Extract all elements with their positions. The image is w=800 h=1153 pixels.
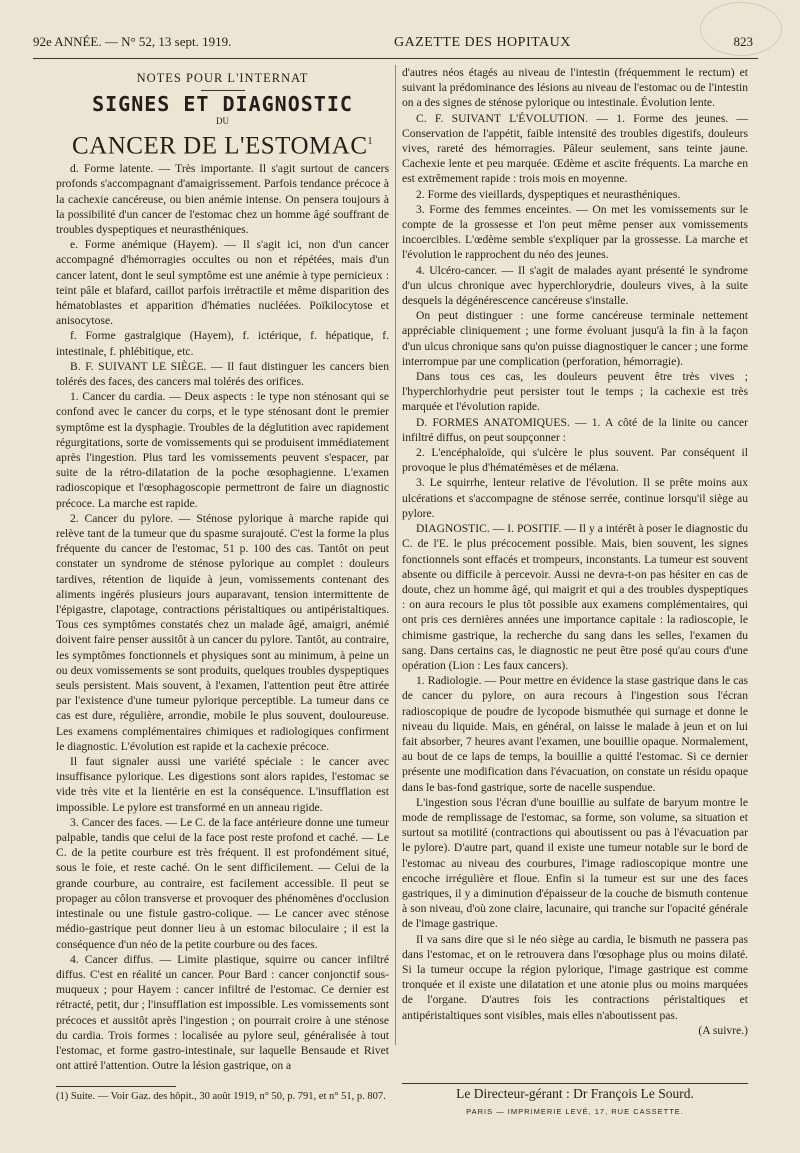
- column-divider: [395, 65, 396, 1045]
- paragraph: 4. Cancer diffus. — Limite plastique, squirre ou cancer infiltré diffus. C'est en réalité un cancer. Pour Bard : cancer conjonctif sous-muqueux ; pour Hayem : cancer infiltré de l'estomac. Ce dernier est rétracté, petit, dur ; l'insufflation est impossible. Les vomissements sont précoces et aussitôt après l'ingestion ; on pourrait croire à une sténose du cardia. Trois formes : localisée au pylore seul, généralisée à tout l'estomac, et forme gastro-intestinale, sur laquelle Bensaude et Rivet ont attiré l'attention. Outre la lésion gastrique, on a: [56, 952, 389, 1073]
- footnote-marker: 1: [367, 135, 373, 147]
- page-header: [33, 34, 753, 56]
- paragraph: 2. Forme des vieillards, dyspeptiques et neurasthéniques.: [416, 187, 681, 201]
- left-column: [56, 65, 389, 1073]
- paragraph: D. FORMES ANATOMIQUES. — 1. A côté de la linite ou cancer infiltré diffus, on peut soupçonner :: [402, 415, 748, 444]
- paragraph: d'autres néos étagés au niveau de l'intestin (fréquemment le rectum) et suivant la prédominance des lésions au niveau de l'estomac ou de l'intestin on a des signes de sténose pylorique ou intestinale. Évolution lente.: [402, 66, 748, 110]
- page-number: 823: [733, 34, 753, 49]
- paragraph: f. Forme gastralgique (Hayem), f. ictérique, f. hépatique, f. intestinale, f. phlébitique, etc.: [56, 329, 389, 358]
- to-be-continued: (A suivre.): [698, 1023, 748, 1037]
- paragraph: B. F. SUIVANT LE SIÈGE. — Il faut distinguer les cancers bien tolérés des faces, des cancers mal tolérés des orifices.: [56, 359, 389, 388]
- issue-info: 92e ANNÉE. — N° 52, 13 sept. 1919.: [33, 34, 232, 49]
- header-rule: [33, 58, 758, 59]
- paragraph: d. Forme latente. — Très importante. Il s'agit surtout de cancers profonds s'accompagnant d'amaigrissement. Parfois tendance précoce à la cachexie cancéreuse, ou bien anémie intense. On pensera toujours à la possibilité d'un cancer de l'estomac chez un homme âgé souffrant de troubles dyspeptiques et neurasthéniques.: [56, 162, 389, 236]
- paragraph: On peut distinguer : une forme cancéreuse terminale nettement appréciable cliniquement ; une forme évoluant jusqu'à la fin à la façon d'un ulcus chronique sans qu'on puisse diagnostiquer le cancer ; une forme interrompue par une complication (perforation, hémorragie).: [402, 309, 748, 368]
- title-connector: DU: [216, 116, 229, 127]
- paragraph: Dans tous ces cas, les douleurs peuvent être très vives ; l'hyperchlorhydrie peut persister tout le temps ; la cachexie est très marquée et l'évolution rapide.: [402, 370, 748, 414]
- footnote: (1) Suite. — Voir Gaz. des hôpit., 30 août 1919, n° 50, p. 791, et n° 51, p. 807.: [56, 1091, 386, 1102]
- paragraph: Il va sans dire que si le néo siège au cardia, le bismuth ne passera pas dans l'estomac, et on le retrouvera dans l'œsophage plus ou moins dilaté. Si la tumeur occupe la région pylorique, l'image gastrique est comme tronquée et il existe une dilatation et une atonie plus ou moins marquées de l'organe. D'autres fois les contractions péristaltiques et antipéristaltiques sont visibles, mais elles n'aboutissent pas.: [402, 932, 748, 1022]
- paragraph: e. Forme anémique (Hayem). — Il s'agit ici, non d'un cancer accompagné d'hémorragies occultes ou non et répétées, mais d'un cancer latent, dont le seul symptôme est une anémie à type pernicieux : teint pâle et blafard, caillot parfois irrétractile et même disparition des hématoblastes et apparition d'hématies nucléées. Poïkilocytose et anisocytose.: [56, 238, 389, 328]
- printer-line: PARIS — IMPRIMERIE LEVÉ, 17, RUE CASSETTE.: [466, 1107, 684, 1116]
- article-title: SIGNES ET DIAGNOSTIC: [92, 92, 353, 117]
- signature-rule: [402, 1083, 748, 1084]
- paragraph: L'ingestion sous l'écran d'une bouillie au sulfate de baryum montre le mode de remplissage de l'estomac, sa forme, son volume, sa situation et surtout sa motilité (contractions qui aboutissent ou pas à l'évacuation par le pylore). D'autre part, quand il existe une tumeur notable sur le bord de l'estomac au niveau des courbures, l'image radioscopique montre une encoche irrégulière et floue. Enfin si la tumeur est sur une des faces gastriques, il y a diminution d'épaisseur de la couche de bismuth contenue à son niveau, d'où zone claire, lacunaire, qui tranche sur l'opacité générale de l'image gastrique.: [402, 795, 748, 931]
- paragraph: 3. Forme des femmes enceintes. — On met les vomissements sur le compte de la grossesse et l'on peut même penser aux vomissements incoercibles. L'œdème semble s'expliquer par la grossesse. La marche et l'évolution le rapprochent du néo des jeunes.: [402, 202, 748, 262]
- paragraph: 2. Cancer du pylore. — Sténose pylorique à marche rapide qui relève tant de la tumeur que du spasme surajouté. C'est la forme la plus fréquente du cancer de l'estomac, 51 p. 100 des cas. Tantôt on peut constater un syndrome de sténose pylorique au complet : douleurs tardives, rétention de liquide à jeun, vomissements contenant des aliments ingérés plusieurs jours auparavant, tension intermittente de l'épigastre, clapotage, contractions péristaltiques ou antipéristaltiques. Tous ces symptômes constatés chez un malade âgé, amaigri, anémié doivent faire penser aussitôt à un cancer du pylore. Tantôt, au contraire, les symptômes fonctionnels et physiques sont au minimum, à peine un ou deux vomissements se sont produits, quelques troubles dyspeptiques seuls persistent. Mais souvent, à l'examen, l'attention peut être attirée par l'existence d'une tumeur pylorique perceptible. La tumeur dans ce cas est dure, régulière, arrondie, mobile le plus souvent, douloureuse. Les examens complémentaires chimiques et radiologiques confirment le diagnostic. L'évolution est rapide et la cachexie précoce.: [56, 511, 389, 753]
- paragraph: 3. Cancer des faces. — Le C. de la face antérieure donne une tumeur palpable, tandis que celui de la face post reste profond et caché. — Le C. de la petite courbure est très fréquent. Il est profondément situé, sous le foie, et reste caché. On le sent difficilement. — Celui de la grande courbure, au contraire, est facilement accessible. Il peut se propager au côlon transverse et provoquer des phénomènes d'occlusion intestinale ou une fistule gastro-colique. — Le cancer avec sténose médio-gastrique peut donner lieu à un estomac biloculaire ; il est la conséquence d'un néo de la petite courbure ou des faces.: [56, 815, 389, 951]
- right-column: [402, 65, 748, 1038]
- paragraph: 2. L'encéphaloïde, qui s'ulcère le plus souvent. Par conséquent il provoque le plus d'hématémèses et de mélæna.: [402, 446, 748, 475]
- paragraph: 4. Ulcéro-cancer. — Il s'agit de malades ayant présenté le syndrome d'un ulcus chronique avec hyperchlorydrie, douleurs vives, à la suite desquels la dégénérescence cancéreuse s'installe.: [402, 263, 748, 308]
- paragraph: 3. Le squirrhe, lenteur relative de l'évolution. Il se prête moins aux ulcérations et s'accompagne de sténose serrée, continue lorsqu'il siège au pylore.: [402, 476, 748, 520]
- journal-title: GAZETTE DES HOPITAUX: [394, 35, 571, 50]
- paragraph: 1. Radiologie. — Pour mettre en évidence la stase gastrique dans le cas de cancer du pylore, on aura recours à l'ingestion sous l'écran radioscopique de poudre de lycopode bismuthée qui surnage et donne le niveau du liquide. Mais, en général, on laisse le malade à jeun et on lui fait absorber, 7 heures avant l'examen, une bouillie opaque. Normalement, au bout de ce laps de temps, la bouillie a quitté l'estomac. Si ce dernier présente une modification dans l'évacuation, on constate un résidu opaque dans le bas-fond gastrique, sorte de nacelle suspendue.: [402, 674, 748, 794]
- paragraph: C. F. SUIVANT L'ÉVOLUTION. — 1. Forme des jeunes. — Conservation de l'appétit, faible intensité des troubles digestifs, douleurs vives, rareté des hémorragies. Pâleur seulement, sans teinte jaune. Cachexie lente et peu marquée. Œdème et ascite fréquents. La marche en est extrêmement rapide : trois mois en moyenne.: [402, 111, 748, 186]
- subject-text: CANCER DE L'ESTOMAC: [71, 131, 368, 159]
- paragraph: 1. Cancer du cardia. — Deux aspects : le type non sténosant qui se confond avec le cancer du corps, et le type sténosant dont le premier symptôme est la dysphagie. Troubles de la déglutition avec rapidement régurgitations, sorte de vomissements qui se produisent immédiatement après l'ingestion. Plus tard les vomissements peuvent s'espacer, par suite de la rétro-dilatation de la poche œsophagienne. L'examen radioscopique et l'œsophagoscopie permettront de faire un diagnostic précoce. La marche est rapide.: [56, 390, 389, 510]
- paragraph: Il faut signaler aussi une variété spéciale : le cancer avec insuffisance pylorique. Les digestions sont alors rapides, l'estomac se vide très vite et la lientérie en est la conséquence. L'insufflation est impossible. Le pylore est transformé en un anneau rigide.: [56, 755, 389, 814]
- article-subject: [56, 131, 389, 159]
- rubric-rule: [201, 90, 245, 91]
- editor-signature: Le Directeur-gérant : Dr François Le Sourd.: [456, 1086, 694, 1101]
- paragraph: DIAGNOSTIC. — I. POSITIF. — Il y a intérêt à poser le diagnostic du C. de l'E. le plus précocement possible. Mais, bien souvent, les signes fonctionnels sont effacés et trompeurs, inconstants. La tumeur est souvent absente ou difficile à percevoir. Aussi ne devra-t-on pas hésiter en cas de doute, chez un homme âgé, qui maigrit et qui a des troubles dyspeptiques : on aura recours le plus tôt possible aux examens complémentaires, qui ont pris ces dernières années une importance capitale : la radioscopie, le chimisme gastrique, la recherche du sang dans les selles, l'examen du sang. Dans certains cas, le diagnostic ne peut être posé qu'au cours d'une opération (Lion : Les faux cancers).: [402, 522, 748, 672]
- rubric: NOTES POUR L'INTERNAT: [136, 71, 309, 85]
- footnote-rule: [56, 1086, 176, 1087]
